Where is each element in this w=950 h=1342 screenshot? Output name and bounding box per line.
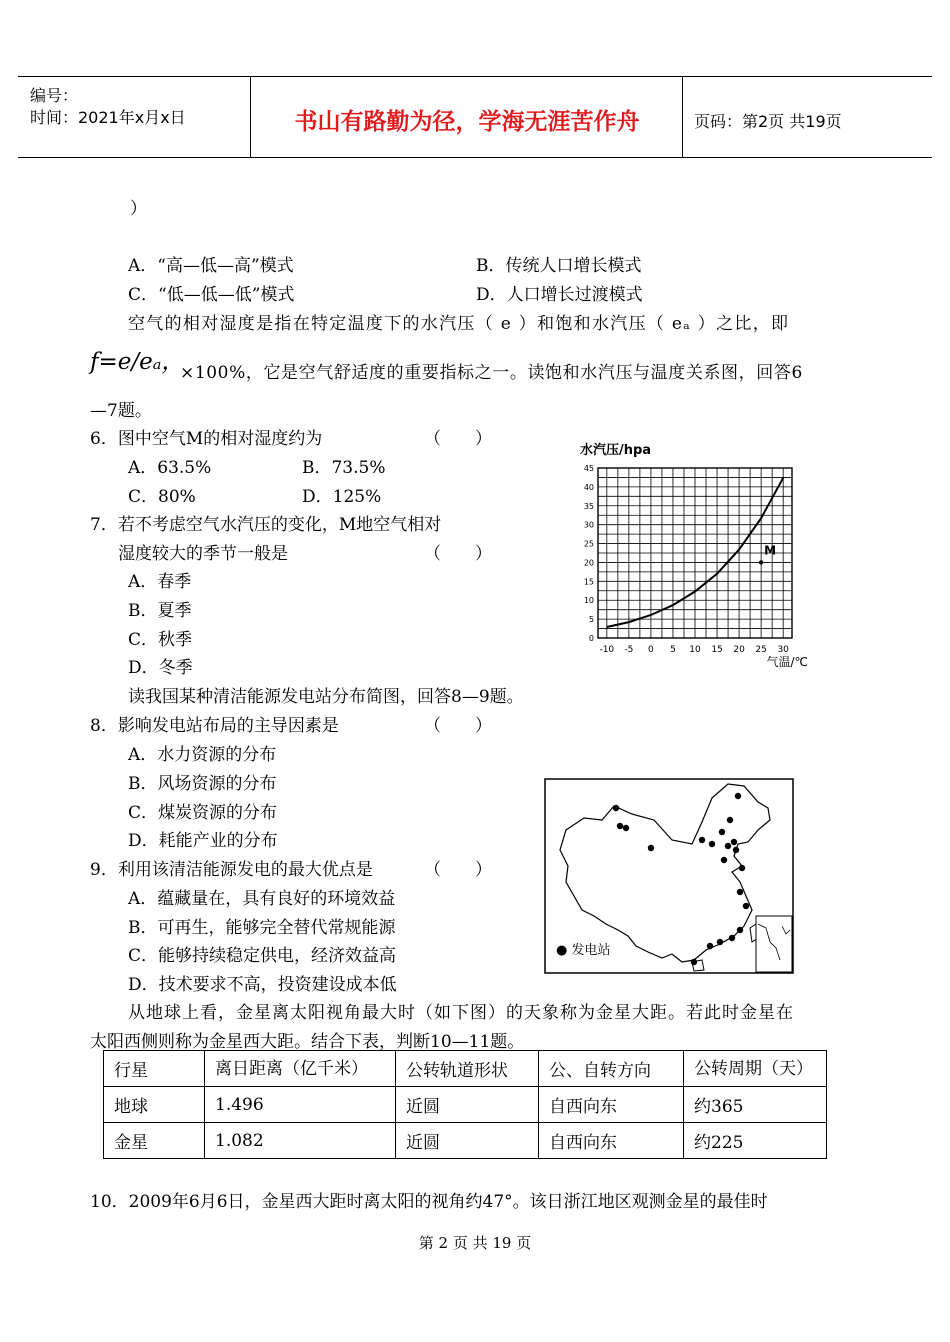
y-tick-label: 45 xyxy=(583,464,594,473)
q6-option-d: D．125% xyxy=(302,487,382,507)
chart-title: 水汽压/hpa xyxy=(580,443,652,458)
q7-option-c: C．秋季 xyxy=(128,630,193,650)
q6-option-b: B．73.5% xyxy=(302,458,386,478)
q9-option-d: D．技术要求不高，投资建设成本低 xyxy=(128,975,397,995)
station-dot xyxy=(735,793,741,799)
q5-paren: ） xyxy=(130,199,147,219)
table-cell: 近圆 xyxy=(396,1087,539,1123)
station-dot xyxy=(707,943,713,949)
station-dot xyxy=(717,939,723,945)
y-tick-label: 10 xyxy=(583,596,594,606)
station-dot xyxy=(613,805,619,811)
venus-intro-line1: 从地球上看，金星离太阳视角最大时（如下图）的天象称为金星大距。若此时金星在 xyxy=(128,1003,794,1023)
table-header-cell: 公转轨道形状 xyxy=(396,1051,539,1087)
q6-option-c: C．80% xyxy=(128,487,196,507)
point-m-label: M xyxy=(764,543,777,558)
q9-paren: （ ） xyxy=(424,860,492,880)
station-dot xyxy=(737,889,743,895)
q6-option-a: A．63.5% xyxy=(128,458,212,478)
humidity-intro-line1: 空气的相对湿度是指在特定温度下的水汽压（ e ）和饱和水汽压（ eₐ ）之比，即 xyxy=(128,314,790,334)
station-dot xyxy=(733,847,739,853)
q8-option-a: A．水力资源的分布 xyxy=(128,745,277,765)
x-tick-label: -5 xyxy=(624,645,634,655)
table-cell: 约225 xyxy=(684,1123,827,1159)
y-tick-label: 30 xyxy=(583,520,594,530)
table-cell: 自西向东 xyxy=(539,1087,684,1123)
table-cell: 1.496 xyxy=(205,1087,396,1123)
page-header xyxy=(18,76,932,158)
station-dot xyxy=(737,927,743,933)
vapor-pressure-chart xyxy=(570,436,810,672)
table-header-cell: 公转周期（天） xyxy=(684,1051,827,1087)
q6-stem: 6．图中空气M的相对湿度约为 xyxy=(90,429,323,449)
table-cell: 近圆 xyxy=(396,1123,539,1159)
q7-stem-line1: 7．若不考虑空气水汽压的变化，M地空气相对 xyxy=(90,515,442,535)
y-tick-label: 15 xyxy=(583,577,594,587)
q7-paren: （ ） xyxy=(424,544,492,564)
q5-option-d: D．人口增长过渡模式 xyxy=(476,285,643,305)
q7-option-a: A．春季 xyxy=(128,572,192,592)
q5-option-b: B．传统人口增长模式 xyxy=(476,256,642,276)
x-tick-label: 20 xyxy=(733,645,745,655)
x-tick-label: 30 xyxy=(777,645,789,655)
point-m xyxy=(759,560,763,564)
header-divider xyxy=(250,77,251,157)
q7-option-d: D．冬季 xyxy=(128,658,193,678)
y-tick-label: 35 xyxy=(583,501,594,511)
station-dot xyxy=(617,823,623,829)
q9-option-c: C．能够持续稳定供电，经济效益高 xyxy=(128,946,397,966)
y-tick-label: 20 xyxy=(583,558,594,568)
table-cell: 地球 xyxy=(104,1087,205,1123)
x-tick-label: 5 xyxy=(670,645,676,655)
station-dot xyxy=(699,837,705,843)
south-sea-inset xyxy=(756,916,792,972)
table-cell: 1.082 xyxy=(205,1123,396,1159)
y-tick-label: 5 xyxy=(588,615,594,625)
q7-option-b: B．夏季 xyxy=(128,601,192,621)
q7-stem-line2: 湿度较大的季节一般是 xyxy=(118,544,288,564)
time-label: 时间：2021年x月x日 xyxy=(30,108,186,127)
table-header-cell: 公、自转方向 xyxy=(539,1051,684,1087)
table-header-cell: 离日距离（亿千米） xyxy=(205,1051,396,1087)
table-header-cell: 行星 xyxy=(104,1051,205,1087)
station-dot xyxy=(731,839,737,845)
x-tick-label: -10 xyxy=(599,645,615,655)
station-dot xyxy=(743,903,749,909)
q9-option-a: A．蕴藏量在，具有良好的环境效益 xyxy=(128,889,396,909)
station-dot xyxy=(623,825,629,831)
q5-option-c: C．“低—低—低”模式 xyxy=(128,285,295,305)
china-power-station-map xyxy=(544,778,794,974)
map-intro: 读我国某种清洁能源发电站分布简图，回答8—9题。 xyxy=(128,687,524,707)
page-footer: 第 2 页 共 19 页 xyxy=(418,1234,532,1252)
planet-table xyxy=(103,1050,827,1159)
x-tick-label: 0 xyxy=(648,645,654,655)
station-dot xyxy=(648,845,654,851)
table-cell: 金星 xyxy=(104,1123,205,1159)
station-dot xyxy=(739,865,745,871)
header-divider xyxy=(682,77,683,157)
venus-intro-line2: 太阳西侧则称为金星西大距。结合下表，判断10—11题。 xyxy=(90,1032,525,1052)
q8-paren: （ ） xyxy=(424,716,492,736)
station-dot xyxy=(727,817,733,823)
map-legend: ● 发电站 xyxy=(556,943,611,958)
q9-option-b: B．可再生，能够完全替代常规能源 xyxy=(128,918,396,938)
q8-option-c: C．煤炭资源的分布 xyxy=(128,803,278,823)
humidity-intro-line3: —7题。 xyxy=(90,401,152,421)
station-dot xyxy=(721,857,727,863)
y-tick-label: 0 xyxy=(588,634,594,643)
x-tick-label: 10 xyxy=(689,645,701,655)
x-axis-label: 气温/℃ xyxy=(766,655,808,669)
station-dot xyxy=(691,959,697,965)
x-tick-label: 15 xyxy=(711,645,723,655)
y-tick-label: 25 xyxy=(583,539,594,549)
q5-option-a: A．“高—低—高”模式 xyxy=(128,256,294,276)
station-dot xyxy=(725,843,731,849)
q10-stem: 10．2009年6月6日，金星西大距时离太阳的视角约47°。该日浙江地区观测金星的最佳时 xyxy=(90,1192,768,1212)
table-cell: 约365 xyxy=(684,1087,827,1123)
station-dot xyxy=(729,935,735,941)
humidity-intro-line2: ×100%，它是空气舒适度的重要指标之一。读饱和水汽压与温度关系图，回答6 xyxy=(180,363,803,383)
table-header-row xyxy=(104,1051,827,1087)
page-indicator: 页码：第2页 共19页 xyxy=(694,112,842,131)
table-cell: 自西向东 xyxy=(539,1123,684,1159)
q9-stem: 9．利用该清洁能源发电的最大优点是 xyxy=(90,860,373,880)
table-row xyxy=(104,1087,827,1123)
station-dot xyxy=(709,841,715,847)
humidity-formula: f=e/eₐ， xyxy=(90,349,185,375)
x-tick-label: 25 xyxy=(755,645,767,655)
y-tick-label: 40 xyxy=(583,482,594,492)
q8-stem: 8．影响发电站布局的主导因素是 xyxy=(90,716,339,736)
station-dot xyxy=(719,829,725,835)
table-row xyxy=(104,1123,827,1159)
q6-paren: （ ） xyxy=(424,429,492,449)
q8-option-b: B．风场资源的分布 xyxy=(128,774,277,794)
serial-label: 编号： xyxy=(30,86,79,105)
q8-option-d: D．耗能产业的分布 xyxy=(128,831,278,851)
header-motto: 书山有路勤为径，学海无涯苦作舟 xyxy=(294,109,640,135)
